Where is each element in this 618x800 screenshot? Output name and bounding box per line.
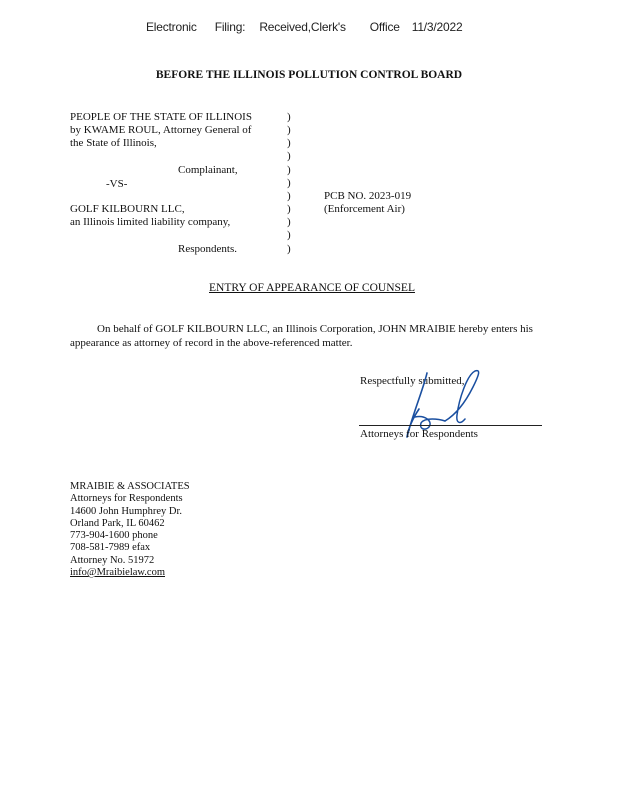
respondent-role: Respondents. bbox=[178, 243, 237, 255]
signature-closing: Respectfully submitted, bbox=[360, 375, 465, 387]
respondent-line-1: GOLF KILBOURN LLC, bbox=[70, 203, 185, 215]
firm-email-link[interactable]: info@Mraibielaw.com bbox=[70, 567, 166, 579]
filing-office: Office bbox=[369, 20, 400, 34]
firm-role: Attorneys for Respondents bbox=[70, 493, 183, 505]
body-paragraph bbox=[70, 322, 550, 350]
caption-paren: ) bbox=[287, 216, 291, 228]
case-number: PCB NO. 2023-019 bbox=[324, 190, 412, 202]
filing-received: Received,Clerk's bbox=[259, 20, 346, 34]
firm-address-block bbox=[70, 481, 190, 579]
board-title: BEFORE THE ILLINOIS POLLUTION CONTROL BOARD bbox=[155, 69, 463, 81]
caption-paren: ) bbox=[287, 164, 291, 176]
caption-paren: ) bbox=[287, 229, 291, 241]
complainant-line-1: PEOPLE OF THE STATE OF ILLINOIS bbox=[70, 111, 252, 123]
complainant-line-2: by KWAME ROUL, Attorney General of bbox=[70, 124, 252, 136]
firm-attorney-number: Attorney No. 51972 bbox=[70, 554, 155, 566]
firm-efax: 708-581-7989 efax bbox=[70, 542, 151, 554]
filing-electronic: Electronic bbox=[146, 20, 197, 34]
caption-paren: ) bbox=[287, 150, 291, 162]
firm-name: MRAIBIE & ASSOCIATES bbox=[70, 481, 190, 492]
body-text: On behalf of GOLF KILBOURN LLC, an Illinois Corporation, JOHN MRAIBIE hereby enters his appearance as attorney of record in the above-referenced matter. bbox=[70, 323, 533, 349]
filing-header bbox=[146, 20, 462, 34]
caption-paren: ) bbox=[287, 243, 291, 255]
caption-paren: ) bbox=[287, 190, 291, 202]
filing-date: 11/3/2022 bbox=[411, 20, 463, 34]
caption-paren: ) bbox=[287, 137, 291, 149]
entry-title: ENTRY OF APPEARANCE OF COUNSEL bbox=[209, 282, 415, 294]
signer-title: Attorneys for Respondents bbox=[360, 428, 478, 440]
caption-paren: ) bbox=[287, 177, 291, 189]
versus: -VS- bbox=[106, 178, 128, 190]
firm-street: 14600 John Humphrey Dr. bbox=[70, 505, 182, 517]
complainant-line-3: the State of Illinois, bbox=[70, 137, 157, 149]
caption-paren: ) bbox=[287, 124, 291, 136]
case-type: (Enforcement Air) bbox=[324, 203, 405, 215]
firm-city: Orland Park, IL 60462 bbox=[70, 517, 165, 529]
respondent-line-2: an Illinois limited liability company, bbox=[70, 216, 231, 228]
caption-paren: ) bbox=[287, 203, 291, 215]
caption-paren: ) bbox=[287, 111, 291, 123]
signature-line bbox=[359, 425, 542, 426]
complainant-role: Complainant, bbox=[178, 164, 238, 176]
firm-phone: 773-904-1600 phone bbox=[70, 530, 158, 542]
filing-filing: Filing: bbox=[214, 20, 246, 34]
